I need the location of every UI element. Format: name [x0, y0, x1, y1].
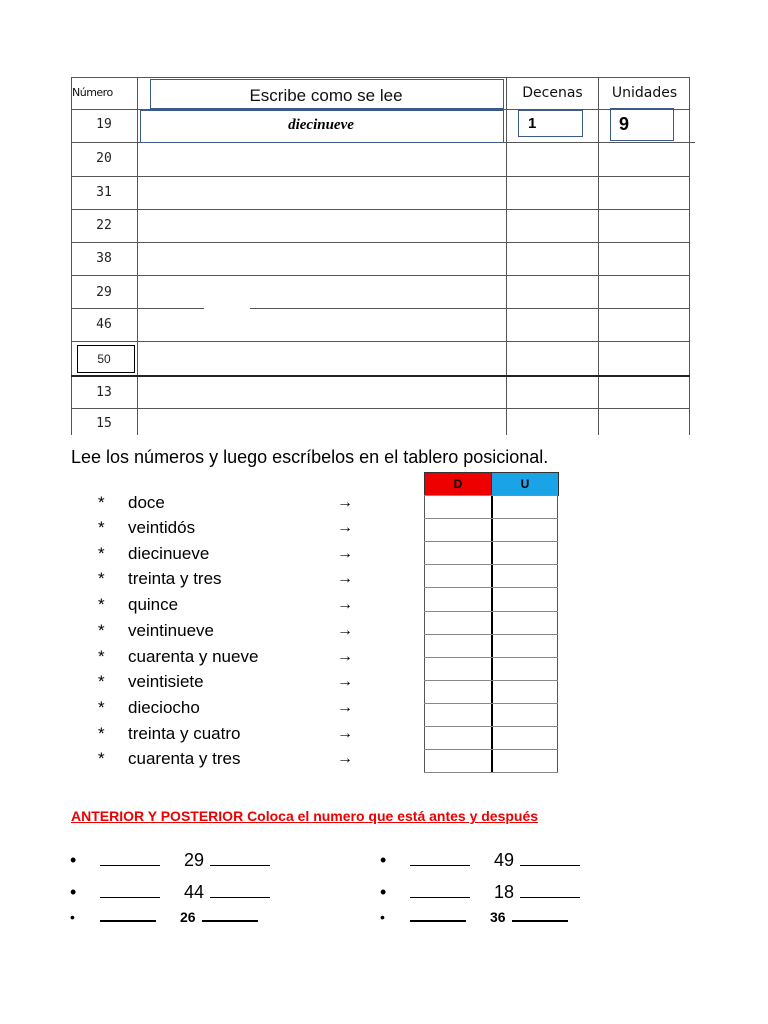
row-number: 20 — [96, 151, 112, 166]
header-unidades: Unidades — [611, 85, 678, 101]
board-header-u: U — [491, 472, 559, 496]
table-col-divider — [137, 77, 138, 435]
blank-after[interactable] — [520, 896, 580, 898]
row-number: 22 — [96, 218, 112, 233]
arrow-right-icon: → — [337, 622, 353, 639]
asterisk-icon: * — [98, 672, 105, 691]
board-row-line — [424, 772, 558, 773]
blank-before[interactable] — [410, 864, 470, 866]
bullet-icon: • — [70, 850, 77, 870]
word-list-item — [98, 721, 240, 746]
word-list-item — [98, 695, 200, 720]
arrow-right-icon: → — [337, 725, 353, 742]
example-unidades: 9 — [619, 114, 630, 134]
table-row-divider — [71, 341, 690, 342]
board-header-d: D — [424, 472, 492, 496]
asterisk-icon: * — [98, 493, 105, 512]
board-row-line — [424, 495, 558, 496]
table-row-divider — [71, 209, 690, 210]
header-decenas: Decenas — [522, 85, 583, 101]
table-row-divider — [71, 275, 690, 276]
blank-before[interactable] — [100, 896, 160, 898]
arrow-right-icon: → — [337, 750, 353, 767]
board-row-line — [424, 634, 558, 635]
word-list-item — [98, 515, 195, 540]
arrow-right-icon: → — [337, 596, 353, 613]
word-list-item — [98, 669, 204, 694]
word-text: quince — [128, 595, 179, 614]
blank-after[interactable] — [210, 864, 270, 866]
board-row-line — [424, 611, 558, 612]
blank-before[interactable] — [100, 864, 160, 866]
asterisk-icon: * — [98, 647, 105, 666]
header-numero: Número — [72, 86, 113, 99]
bullet-icon: • — [380, 882, 387, 902]
before-after-item — [380, 909, 568, 925]
example-number: 19 — [96, 117, 112, 132]
word-text: cuarenta y tres — [128, 749, 241, 768]
example-word: diecinueve — [288, 117, 354, 133]
blank-after[interactable] — [210, 896, 270, 898]
given-number: 44 — [184, 882, 205, 902]
word-list-item — [98, 746, 240, 771]
blank-before[interactable] — [410, 919, 466, 922]
asterisk-icon: * — [98, 595, 105, 614]
board-row-line — [424, 541, 558, 542]
word-text: dieciocho — [128, 698, 200, 717]
section2-title: ANTERIOR Y POSTERIOR Coloca el numero que está antes y después — [71, 808, 539, 824]
given-number: 26 — [180, 909, 196, 925]
table-col-divider — [598, 77, 599, 435]
before-after-item — [380, 882, 580, 903]
asterisk-icon: * — [98, 569, 105, 588]
board-row-line — [424, 564, 558, 565]
row-number: 29 — [96, 285, 112, 300]
before-after-item — [380, 850, 580, 871]
word-list-item — [98, 566, 222, 591]
bullet-icon: • — [70, 909, 75, 925]
table-border-top — [71, 77, 690, 78]
given-number: 36 — [490, 909, 506, 925]
asterisk-icon: * — [98, 621, 105, 640]
arrow-right-icon: → — [337, 519, 353, 536]
bullet-icon: • — [380, 909, 385, 925]
word-list-item — [98, 541, 209, 566]
table-row-divider — [71, 408, 690, 409]
word-list-item — [98, 490, 165, 515]
arrow-right-icon: → — [337, 570, 353, 587]
example-decenas: 1 — [528, 115, 537, 132]
asterisk-icon: * — [98, 724, 105, 743]
row-number: 31 — [96, 185, 112, 200]
before-after-item — [70, 882, 270, 903]
word-text: diecinueve — [128, 544, 210, 563]
row-number: 15 — [96, 416, 112, 431]
bullet-icon: • — [380, 850, 387, 870]
given-number: 49 — [494, 850, 515, 870]
section1-title: Lee los números y luego escríbelos en el tablero posicional. — [71, 447, 549, 467]
board-row-line — [424, 680, 558, 681]
given-number: 18 — [494, 882, 515, 902]
board-row-line — [424, 587, 558, 588]
blank-after[interactable] — [202, 919, 258, 922]
header-escribe: Escribe como se lee — [249, 86, 403, 105]
asterisk-icon: * — [98, 698, 105, 717]
arrow-right-icon: → — [337, 648, 353, 665]
before-after-item — [70, 909, 258, 925]
asterisk-icon: * — [98, 518, 105, 537]
table-row-divider — [71, 176, 690, 177]
word-list-item — [98, 644, 258, 669]
word-text: veintidós — [128, 518, 196, 537]
table-row-divider — [71, 308, 204, 309]
before-after-item — [70, 850, 270, 871]
arrow-right-icon: → — [337, 673, 353, 690]
word-text: veintinueve — [128, 621, 215, 640]
table-row-divider — [71, 375, 690, 377]
word-text: doce — [128, 493, 165, 512]
table-col-divider — [506, 77, 507, 435]
row-number: 38 — [96, 251, 112, 266]
word-text: veintisiete — [128, 672, 204, 691]
blank-before[interactable] — [410, 896, 470, 898]
word-text: treinta y cuatro — [128, 724, 241, 743]
board-row-line — [424, 749, 558, 750]
word-list-item — [98, 618, 214, 643]
blank-before[interactable] — [100, 919, 156, 922]
board-row-line — [424, 726, 558, 727]
board-row-line — [424, 703, 558, 704]
given-number: 29 — [184, 850, 205, 870]
word-list-item — [98, 592, 178, 617]
arrow-right-icon: → — [337, 494, 353, 511]
blank-after[interactable] — [512, 919, 568, 922]
table-row-divider — [71, 242, 690, 243]
board-row-line — [424, 518, 558, 519]
arrow-right-icon: → — [337, 699, 353, 716]
table-border-right — [689, 77, 690, 435]
arrow-right-icon: → — [337, 545, 353, 562]
bullet-icon: • — [70, 882, 77, 902]
table-row-divider — [250, 308, 690, 309]
asterisk-icon: * — [98, 544, 105, 563]
board-row-line — [424, 657, 558, 658]
word-text: cuarenta y nueve — [128, 647, 259, 666]
row-number: 13 — [96, 385, 112, 400]
asterisk-icon: * — [98, 749, 105, 768]
row-number: 50 — [97, 352, 111, 366]
blank-after[interactable] — [520, 864, 580, 866]
row-number: 46 — [96, 317, 112, 332]
word-text: treinta y tres — [128, 569, 222, 588]
